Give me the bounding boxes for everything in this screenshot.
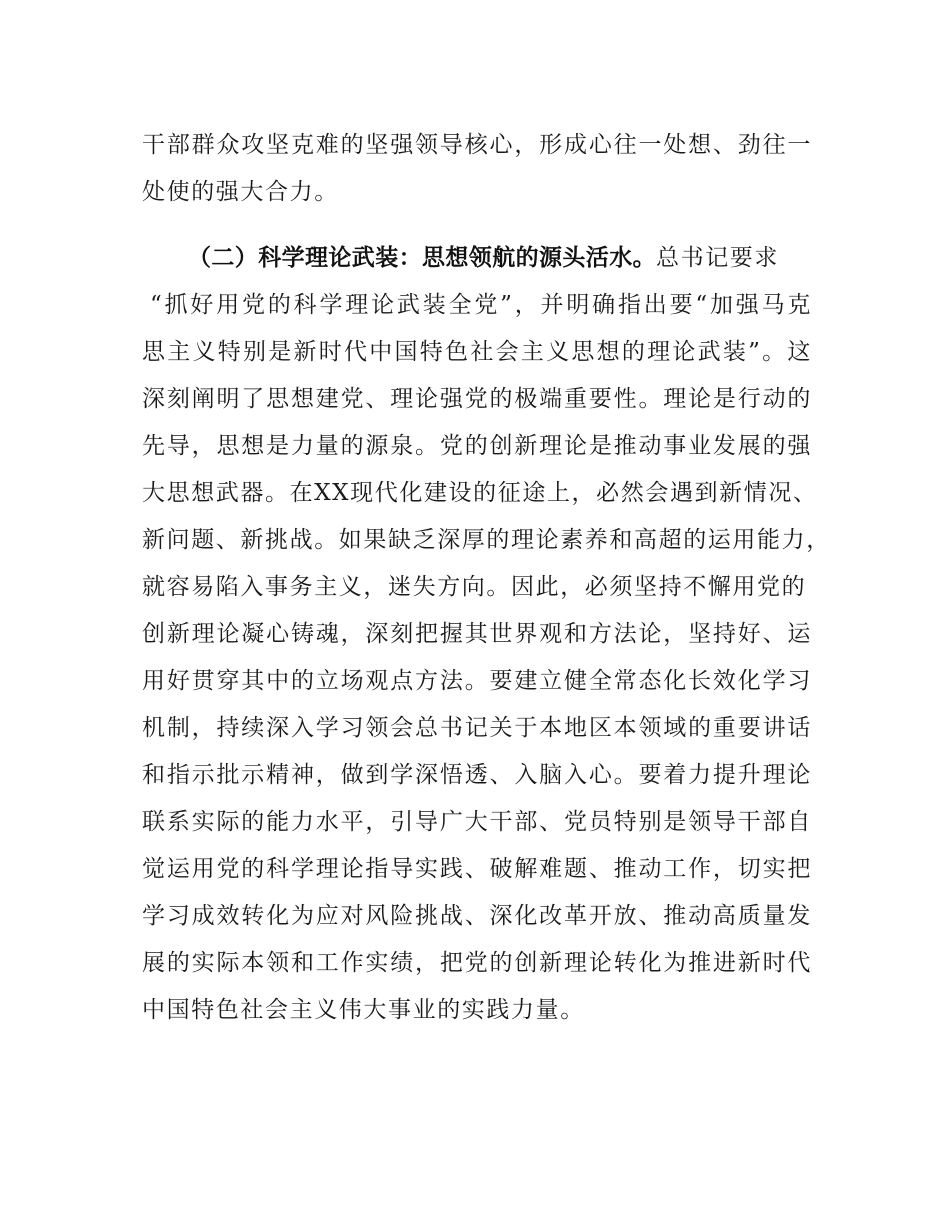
paragraph-2-line: 学习成效转化为应对风险挑战、深化改革开放、推动高质量发 bbox=[142, 903, 812, 929]
paragraph-2-line: 和指示批示精神，做到学深悟透、入脑入心。要着力提升理论 bbox=[142, 762, 812, 788]
paragraph-2-line: 就容易陷入事务主义，迷失方向。因此，必须坚持不懈用党的 bbox=[142, 574, 807, 600]
paragraph-2-line: 联系实际的能力水平，引导广大干部、党员特别是领导干部自 bbox=[142, 809, 812, 835]
paragraph-2-line: “抓好用党的科学理论武装全党”，并明确指出要“加强马克 bbox=[150, 292, 812, 318]
paragraph-2-line: 机制，持续深入学习领会总书记关于本地区本领域的重要讲话 bbox=[142, 715, 812, 741]
paragraph-1-line-2: 处使的强大合力。 bbox=[142, 179, 339, 205]
paragraph-2-line: 大思想武器。在XX现代化建设的征途上，必然会遇到新情况、 bbox=[142, 480, 818, 506]
paragraph-2-line: 思主义特别是新时代中国特色社会主义思想的理论武装”。这 bbox=[142, 339, 812, 365]
paragraph-2-line: 创新理论凝心铸魂，深刻把握其世界观和方法论，坚持好、运 bbox=[142, 621, 812, 647]
section-heading: （二）科学理论武装：思想领航的源头活水。 bbox=[188, 245, 656, 271]
paragraph-1-line-1: 干部群众攻坚克难的坚强领导核心，形成心往一处想、劲往一 bbox=[142, 132, 812, 158]
paragraph-2-first-line bbox=[188, 238, 812, 278]
paragraph-2-first-line-text: 总书记要求 bbox=[656, 245, 779, 271]
paragraph-2-line: 深刻阐明了思想建党、理论强党的极端重要性。理论是行动的 bbox=[142, 386, 812, 412]
paragraph-2-line: 用好贯穿其中的立场观点方法。要建立健全常态化长效化学习 bbox=[142, 668, 812, 694]
paragraph-2-line: 展的实际本领和工作实绩，把党的创新理论转化为推进新时代 bbox=[142, 950, 812, 976]
paragraph-2-line: 觉运用党的科学理论指导实践、破解难题、推动工作，切实把 bbox=[142, 856, 812, 882]
paragraph-2-line: 中国特色社会主义伟大事业的实践力量。 bbox=[142, 997, 585, 1023]
paragraph-2-line: 新问题、新挑战。如果缺乏深厚的理论素养和高超的运用能力， bbox=[142, 527, 831, 553]
paragraph-2-line: 先导，思想是力量的源泉。党的创新理论是推动事业发展的强 bbox=[142, 433, 812, 459]
